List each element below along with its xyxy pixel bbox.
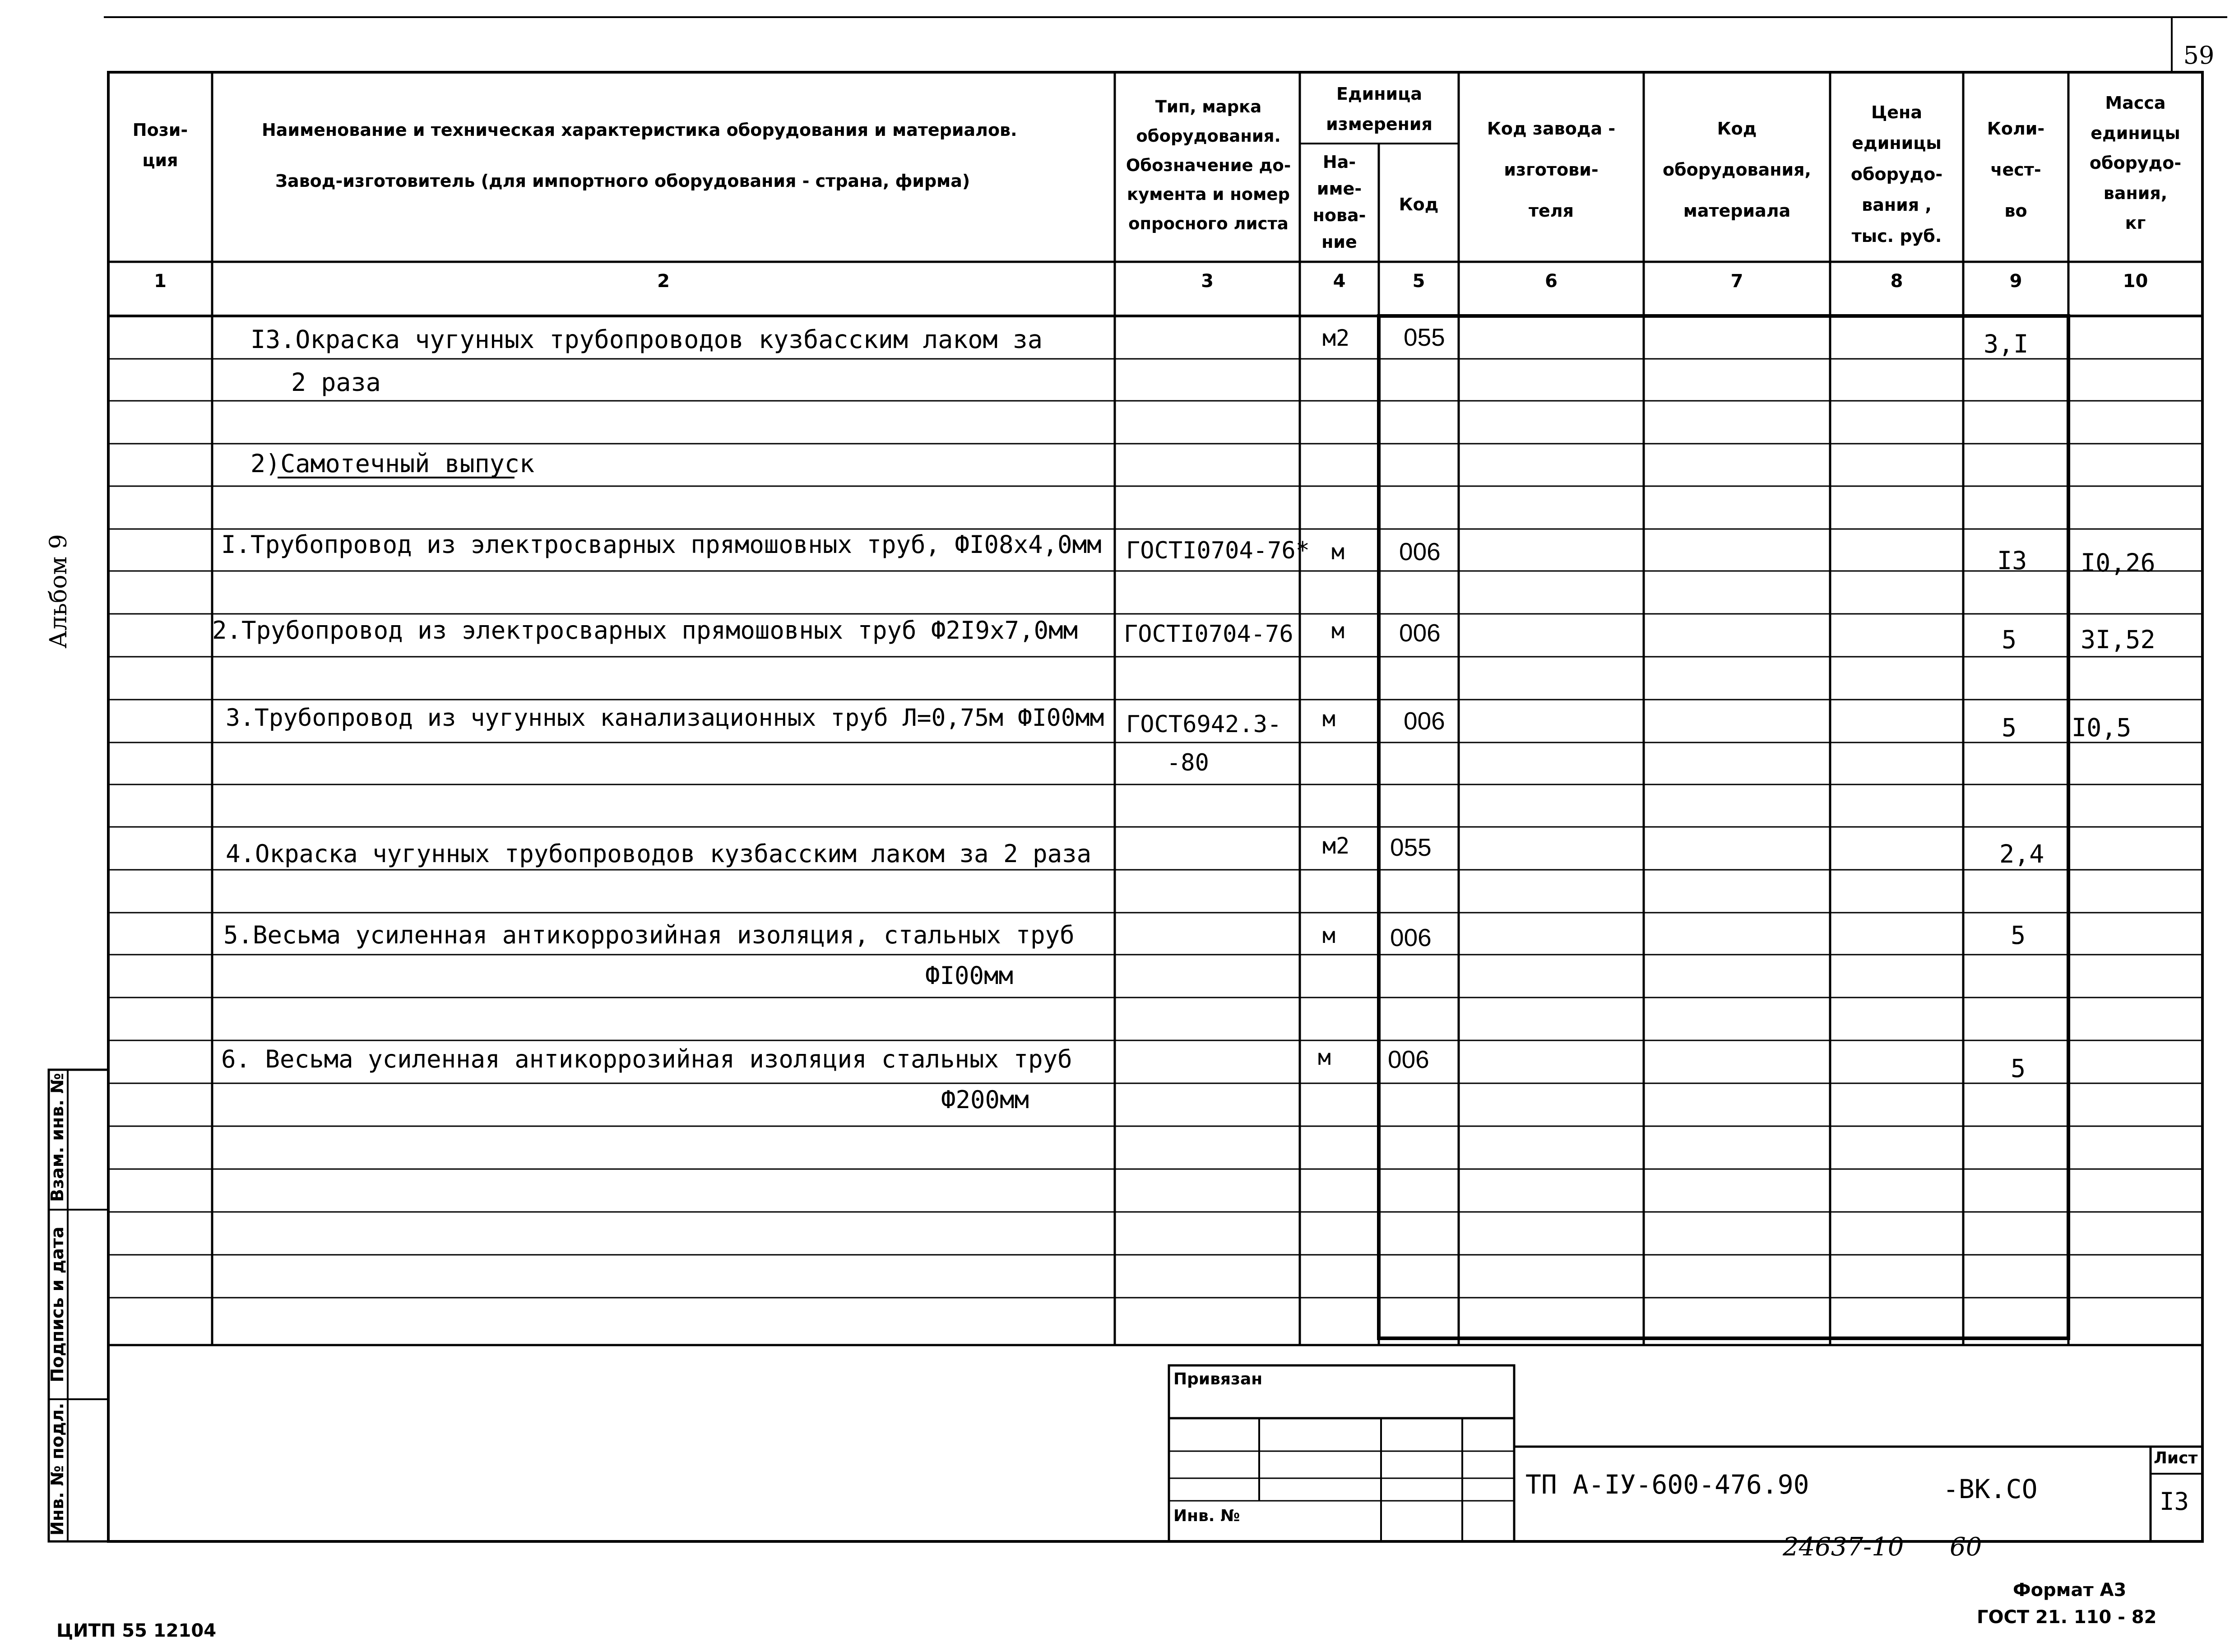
item-document: ГОСТI0704-76* bbox=[1126, 537, 1310, 564]
document-suffix: -ВК.СО bbox=[1943, 1474, 2038, 1504]
title-inv-no: Инв. № bbox=[1173, 1507, 1240, 1525]
header-unit-group: Единица измерения bbox=[1326, 84, 1432, 134]
item-section-title: 2)Самотечный выпуск bbox=[250, 449, 535, 478]
header-unit-name: На- име- нова- ние bbox=[1312, 152, 1366, 252]
item-code: 006 bbox=[1390, 923, 1432, 951]
album-label: Альбом 9 bbox=[45, 534, 72, 649]
column-number: 6 bbox=[1545, 271, 1558, 292]
header-name-line1: Наименование и техническая характеристика оборудования и материалов. bbox=[262, 120, 1017, 140]
item-unit: м bbox=[1331, 539, 1344, 565]
header-factory-code: Код завода - изготови- теля bbox=[1487, 119, 1616, 221]
header-position: Пози- ция bbox=[132, 120, 188, 170]
item-name: Ф200мм bbox=[941, 1086, 1029, 1114]
item-unit: м2 bbox=[1322, 833, 1350, 859]
item-mass: I0,26 bbox=[2081, 548, 2156, 577]
gost-label: ГОСТ 21. 110 - 82 bbox=[1977, 1607, 2157, 1628]
item-unit: м2 bbox=[1322, 325, 1350, 351]
item-name: I.Трубопровод из электросварных прямошовных труб, ФI08x4,0мм bbox=[221, 530, 1102, 559]
item-code: 006 bbox=[1399, 619, 1441, 647]
page-number: 59 bbox=[2183, 41, 2215, 70]
item-unit: м bbox=[1331, 618, 1344, 644]
header-name-line2: Завод-изготовитель (для импортного оборудования - страна, фирма) bbox=[275, 171, 970, 191]
column-number: 7 bbox=[1730, 271, 1743, 292]
item-name: I3.Окраска чугунных трубопроводов кузбасским лаком за bbox=[250, 325, 1043, 354]
archive-sheet: 60 bbox=[1950, 1532, 1982, 1562]
item-mass: 3I,52 bbox=[2081, 625, 2156, 654]
item-unit: м bbox=[1322, 706, 1335, 732]
stamp-podpis: Подпись и дата bbox=[47, 1226, 67, 1383]
item-name: 3.Трубопровод из чугунных канализационных труб Л=0,75м ФI00мм bbox=[226, 704, 1104, 732]
item-name: 5.Весьма усиленная антикоррозийная изоляция, стальных труб bbox=[223, 921, 1075, 949]
item-quantity: 5 bbox=[2002, 713, 2017, 742]
item-code: 006 bbox=[1399, 538, 1441, 566]
item-name: 2.Трубопровод из электросварных прямошовных труб Ф2I9x7,0мм bbox=[212, 616, 1078, 645]
item-name: 2 раза bbox=[291, 368, 381, 397]
item-quantity: 2,4 bbox=[1999, 840, 2044, 868]
item-document: ГОСТ6942.3- bbox=[1126, 711, 1282, 738]
column-number: 10 bbox=[2123, 271, 2148, 292]
sheet-number: I3 bbox=[2160, 1487, 2189, 1516]
title-privyazan: Привязан bbox=[1173, 1370, 1263, 1388]
item-name: ФI00мм bbox=[925, 961, 1014, 990]
item-code: 055 bbox=[1390, 833, 1432, 861]
item-code: 006 bbox=[1388, 1045, 1429, 1073]
item-mass: I0,5 bbox=[2072, 713, 2132, 742]
column-number: 9 bbox=[2009, 271, 2022, 292]
header-equipment-code: Код оборудования, материала bbox=[1663, 119, 1811, 221]
item-unit: м bbox=[1318, 1045, 1331, 1070]
item-code: 006 bbox=[1404, 707, 1445, 735]
item-quantity: 5 bbox=[2011, 921, 2026, 950]
item-quantity: 5 bbox=[2011, 1054, 2026, 1083]
item-code: 055 bbox=[1404, 323, 1445, 351]
header-unit-code: Код bbox=[1399, 195, 1439, 214]
item-name: 4.Окраска чугунных трубопроводов кузбасским лаком за 2 раза bbox=[226, 840, 1092, 868]
header-mass: Масса единицы оборудо- вания, кг bbox=[2089, 93, 2182, 233]
header-quantity: Коли- чест- во bbox=[1987, 119, 2045, 221]
column-number: 3 bbox=[1201, 271, 1214, 292]
item-unit: м bbox=[1322, 923, 1335, 948]
item-quantity: I3 bbox=[1997, 546, 2027, 575]
column-number: 4 bbox=[1333, 271, 1346, 292]
item-document: ГОСТI0704-76 bbox=[1124, 621, 1293, 648]
format-label: Формат А3 bbox=[2013, 1580, 2127, 1601]
item-name: 6. Весьма усиленная антикоррозийная изоляция стальных труб bbox=[221, 1045, 1072, 1073]
header-type: Тип, марка оборудования. Обозначение до- кумента и номер опросного листа bbox=[1126, 97, 1291, 233]
sheet-label: Лист bbox=[2154, 1449, 2198, 1467]
stamp-inv: Инв. № подл. bbox=[47, 1402, 67, 1536]
column-number: 5 bbox=[1412, 271, 1425, 292]
item-quantity: 3,I bbox=[1984, 329, 2029, 358]
document-code: ТП А-IУ-600-476.90 bbox=[1525, 1469, 1809, 1500]
org-stamp: ЦИТП 55 12104 bbox=[56, 1620, 217, 1641]
column-number: 8 bbox=[1890, 271, 1903, 292]
header-price: Цена единицы оборудо- вания , тыс. руб. bbox=[1850, 102, 1943, 246]
column-number: 1 bbox=[154, 271, 167, 292]
item-document: -80 bbox=[1167, 749, 1209, 776]
stamp-vzam: Взам. инв. № bbox=[47, 1073, 67, 1202]
item-quantity: 5 bbox=[2002, 625, 2017, 654]
archive-number: 24637-10 bbox=[1783, 1532, 1904, 1562]
column-number: 2 bbox=[657, 271, 670, 292]
